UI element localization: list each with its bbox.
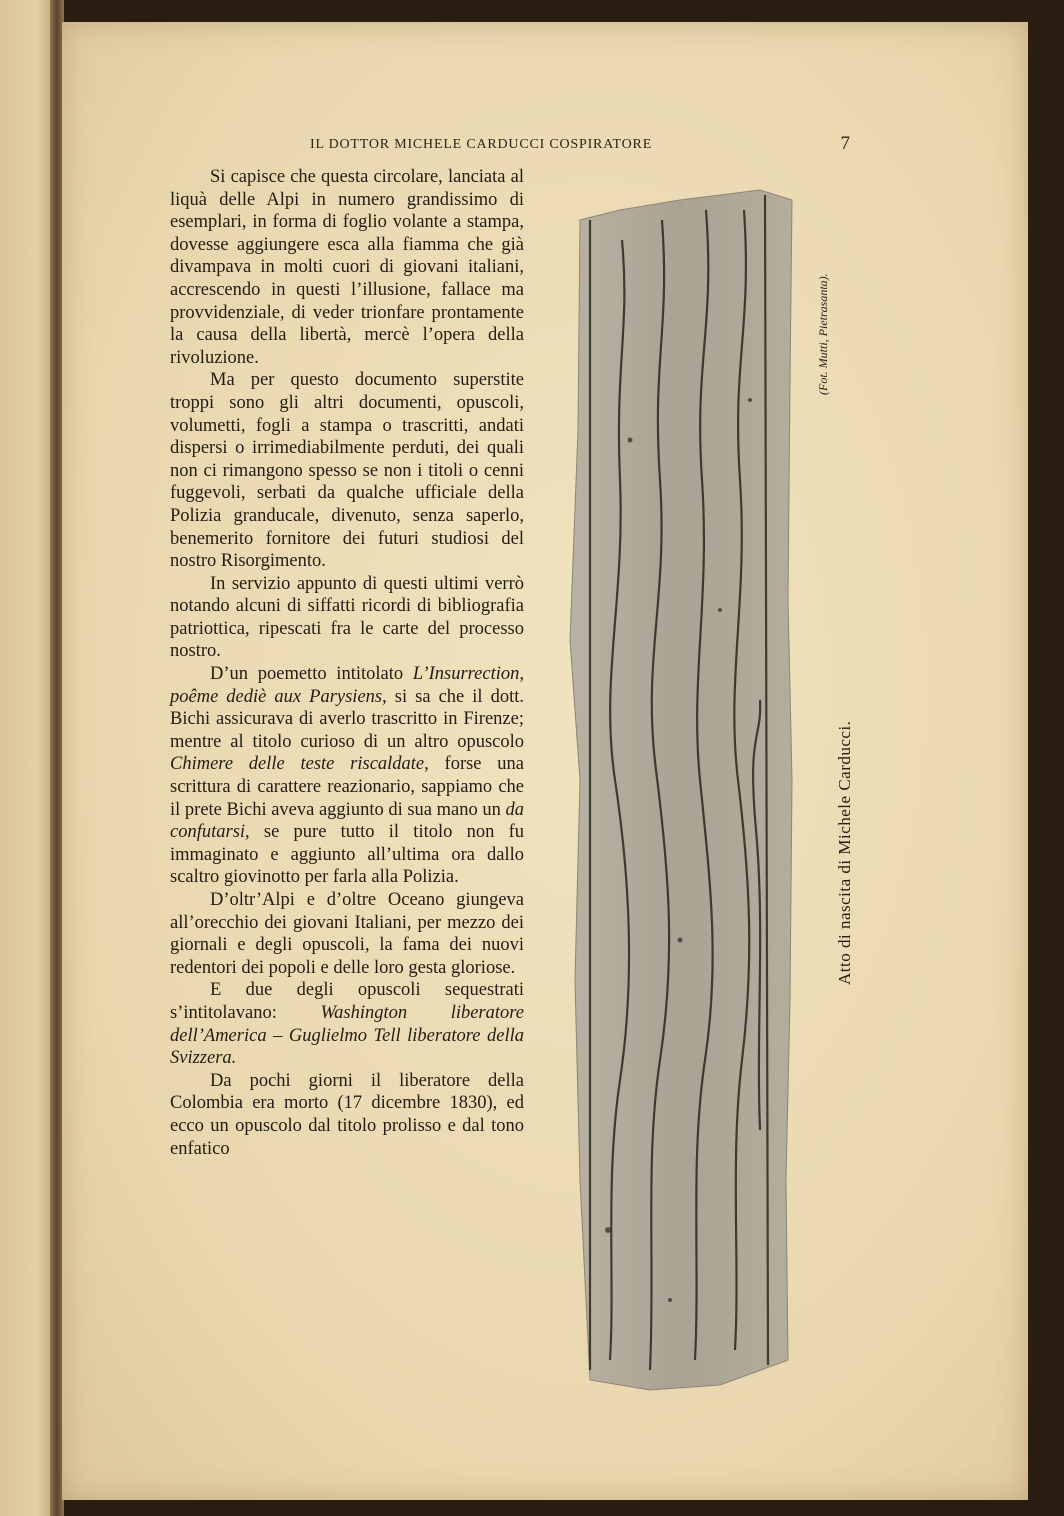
italic-title: Washington liberatore dell’America – Guglielmo Tell liberatore della Svizzera. bbox=[170, 1002, 524, 1069]
italic-title: Chimere delle teste riscaldate bbox=[170, 754, 425, 775]
text-run: Si capisce che questa circolare, lanciata al liquà delle Alpi in numero grandissimo di esemplari, in forma di foglio volante a stampa, dovesse aggiungere esca alla fiamma che già divampava in molti cuori di giovani italiani, accrescendo in questi l’illusione, fallace ma provvidenziale, di veder trionfare prontamente la causa della libertà, mercè l’opera della rivoluzione. bbox=[170, 167, 524, 368]
header-title: IL DOTTOR MICHELE CARDUCCI COSPIRATORE bbox=[310, 137, 653, 152]
birth-certificate-photo bbox=[560, 180, 796, 1395]
photo-credit: (Fot. Mutti, Pietrasanta). bbox=[816, 273, 830, 395]
text-run: In servizio appunto di questi ultimi verrò notando alcuni di siffatti ricordi di bibliografia patriottica, ripescati fra le carte del processo nostro. bbox=[170, 573, 524, 662]
text-run: , forse una scrittura di carattere reazionario, sappiamo che il prete Bichi aveva aggiunto di sua mano un bbox=[170, 754, 524, 820]
paragraph bbox=[170, 1070, 524, 1160]
text-run: , si sa che il dott. Bichi assicurava di averlo trascritto in Firenze; mentre al titolo curioso di un altro opuscolo bbox=[170, 686, 524, 752]
text-run: Ma per questo documento superstite troppi sono gli altri documenti, opuscoli, volumetti, fogli a stampa o trascritti, andati dispersi o irrimediabilmente perduti, dei quali non ci rimangono spesso se non i titoli o cenni fuggevoli, serbati da qualche ufficiale della Polizia granducale, divenuto, senza saperlo, benemerito fornitore dei futuri studiosi del nostro Risorgimento. bbox=[170, 370, 524, 572]
text-run: Da pochi giorni il liberatore della Colombia era morto (17 dicembre 1830), ed ecco un opuscolo dal titolo prolisso e dal tono enfatico bbox=[170, 1070, 524, 1159]
italic-title: L’Insurrection, poême dediè aux Parysiens bbox=[170, 664, 524, 707]
text-run: D’un poemetto intitolato bbox=[210, 664, 413, 685]
paragraph bbox=[170, 979, 524, 1069]
body-text-column bbox=[170, 166, 524, 1160]
text-run: D’oltr’Alpi e d’oltre Oceano giungeva all’orecchio dei giovani Italiani, per mezzo dei giornali e degli opuscoli, la fama dei nuovi redentori dei popoli e delle loro gesta gloriose. bbox=[170, 890, 524, 978]
paragraph bbox=[170, 166, 524, 369]
paragraph bbox=[170, 889, 524, 979]
page-number: 7 bbox=[840, 133, 850, 154]
paragraph bbox=[170, 573, 524, 663]
paragraph bbox=[170, 663, 524, 889]
figure-caption: Atto di nascita di Michele Carducci. bbox=[835, 720, 854, 985]
italic-title: da confutarsi, bbox=[170, 799, 524, 843]
handwritten-document-image bbox=[560, 180, 796, 1395]
paragraph bbox=[170, 369, 524, 572]
text-run: E due degli opuscoli sequestrati s’intitolavano: bbox=[170, 980, 524, 1023]
text-run: se pure tutto il titolo non fu immaginato e aggiunto all’ultima ora dallo scaltro giovinotto per farla alla Polizia. bbox=[170, 822, 524, 888]
